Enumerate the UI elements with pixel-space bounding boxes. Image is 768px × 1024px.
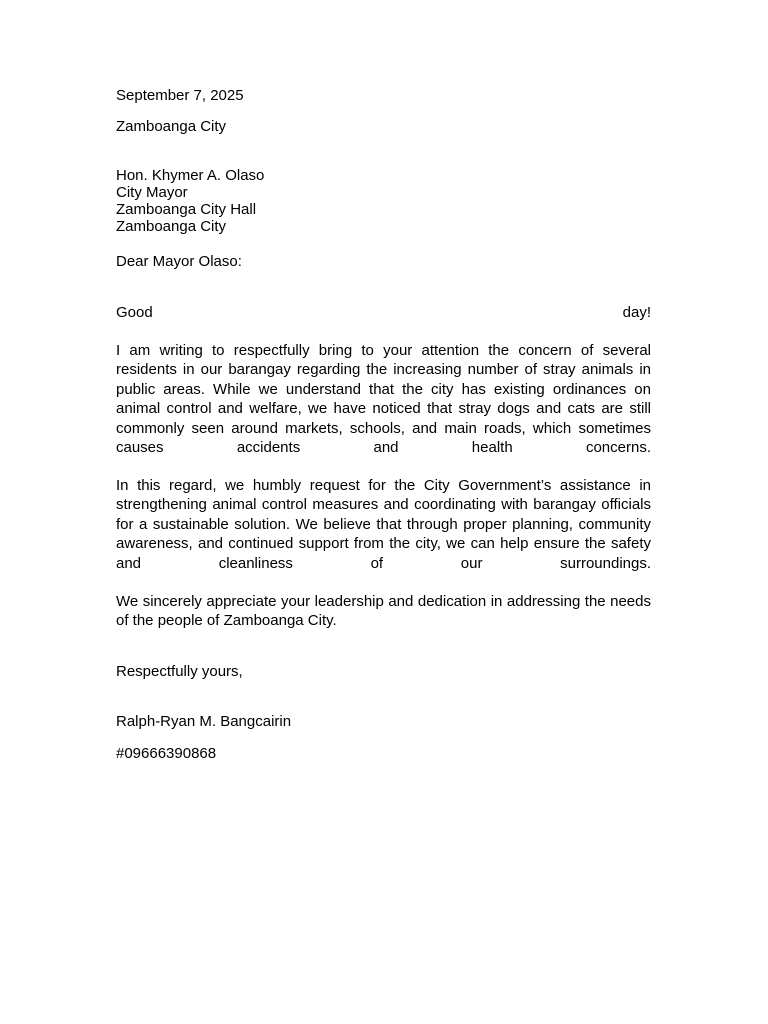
- greeting-line: [116, 304, 651, 321]
- recipient-block: [116, 167, 651, 235]
- recipient-title: City Mayor: [116, 184, 188, 201]
- recipient-city: Zamboanga City: [116, 218, 227, 235]
- closing: Respectfully yours,: [116, 663, 243, 680]
- signatory-name: Ralph-Ryan M. Bangcairin: [116, 713, 292, 730]
- salutation: Dear Mayor Olaso:: [116, 253, 242, 270]
- contact-number: #09666390868: [116, 745, 217, 762]
- body-paragraph-1: I am writing to respectfully bring to your attention the concern of several residents in our barangay regarding the increasing number of stray animals in public areas. While we understand that the city has existing ordinances on animal control and welfare, we have noticed that stray dogs and cats are still commonly seen around markets, schools, and main roads, which sometimes causes accidents and health concerns.: [116, 342, 651, 457]
- body-paragraph-3: We sincerely appreciate your leadership and dedication in addressing the needs of the people of Zamboanga City.: [116, 593, 651, 630]
- body-paragraph-2: In this regard, we humbly request for the City Government’s assistance in strengthening animal control measures and coordinating with barangay officials for a sustainable solution. We believe that through proper planning, community awareness, and continued support from the city, we can help ensure the safety and cleanliness of our surroundings.: [116, 477, 651, 572]
- recipient-office: Zamboanga City Hall: [116, 201, 257, 218]
- letter-date: September 7, 2025: [116, 87, 244, 104]
- greeting-word-1: Good: [116, 304, 153, 321]
- recipient-name: Hon. Khymer A. Olaso: [116, 167, 265, 184]
- sender-city: Zamboanga City: [116, 118, 227, 135]
- greeting-word-2: day!: [622, 304, 651, 321]
